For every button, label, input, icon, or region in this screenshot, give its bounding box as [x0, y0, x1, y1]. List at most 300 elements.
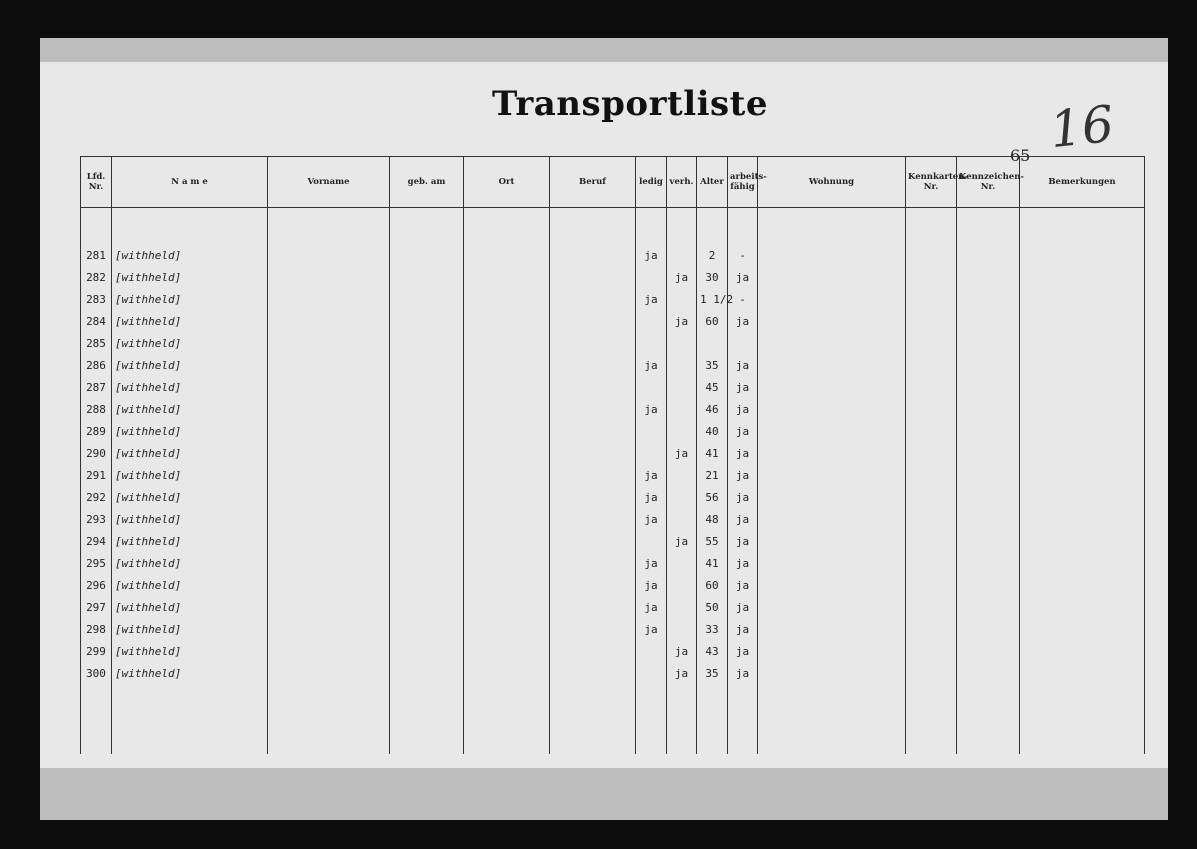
- cell-withheld: [withheld]: [112, 288, 268, 310]
- cell-blank: [1020, 266, 1145, 288]
- cell-blank: [268, 266, 390, 288]
- cell-blank: [268, 662, 390, 684]
- cell-blank: [957, 354, 1020, 376]
- cell-blank: [1020, 420, 1145, 442]
- cell-fahig: ja: [728, 574, 758, 596]
- cell-fahig: ja: [728, 596, 758, 618]
- cell-blank: [464, 662, 550, 684]
- table-row: [81, 552, 1145, 574]
- cell-fahig: ja: [728, 618, 758, 640]
- cell-blank: [268, 486, 390, 508]
- cell-alter: 1 1/2: [697, 288, 728, 310]
- cell-blank: [906, 618, 957, 640]
- cell-withheld: [withheld]: [112, 508, 268, 530]
- cell-blank: [268, 244, 390, 266]
- cell-withheld: [withheld]: [112, 464, 268, 486]
- cell-alter: 35: [697, 662, 728, 684]
- cell-blank: [390, 332, 464, 354]
- cell-blank: [268, 508, 390, 530]
- cell-nr: 289: [81, 420, 112, 442]
- cell-blank: [957, 552, 1020, 574]
- cell-blank: [758, 442, 906, 464]
- cell-blank: [268, 354, 390, 376]
- cell-ledig: ja: [636, 288, 667, 310]
- cell-withheld: [withheld]: [112, 574, 268, 596]
- cell-fahig: [728, 332, 758, 354]
- cell-blank: [390, 398, 464, 420]
- header-cell: Lfd. Nr.: [81, 157, 112, 208]
- cell-blank: [390, 244, 464, 266]
- cell-blank: [1020, 662, 1145, 684]
- cell-alter: 48: [697, 508, 728, 530]
- cell-blank: [390, 486, 464, 508]
- cell-ledig: ja: [636, 596, 667, 618]
- cell-blank: [81, 684, 112, 754]
- cell-blank: [957, 662, 1020, 684]
- cell-blank: [390, 684, 464, 754]
- cell-blank: [268, 310, 390, 332]
- cell-blank: [906, 464, 957, 486]
- cell-blank: [697, 684, 728, 754]
- cell-blank: [550, 244, 636, 266]
- cell-ledig: ja: [636, 244, 667, 266]
- cell-fahig: ja: [728, 486, 758, 508]
- cell-nr: 294: [81, 530, 112, 552]
- cell-blank: [758, 354, 906, 376]
- cell-blank: [464, 618, 550, 640]
- cell-blank: [1020, 596, 1145, 618]
- table-row: [81, 310, 1145, 332]
- cell-verh: [667, 618, 697, 640]
- cell-blank: [464, 596, 550, 618]
- cell-nr: 299: [81, 640, 112, 662]
- table-row: [81, 596, 1145, 618]
- header-cell: Wohnung: [758, 157, 906, 208]
- cell-blank: [390, 574, 464, 596]
- paper-bottom-edge: [40, 768, 1168, 820]
- cell-blank: [390, 662, 464, 684]
- cell-blank: [268, 442, 390, 464]
- cell-nr: 290: [81, 442, 112, 464]
- cell-blank: [906, 662, 957, 684]
- cell-fahig: ja: [728, 398, 758, 420]
- cell-withheld: [withheld]: [112, 244, 268, 266]
- cell-blank: [906, 486, 957, 508]
- cell-alter: 41: [697, 552, 728, 574]
- cell-blank: [268, 398, 390, 420]
- cell-ledig: ja: [636, 508, 667, 530]
- page-number: 65: [1010, 146, 1031, 165]
- cell-blank: [957, 420, 1020, 442]
- cell-fahig: ja: [728, 266, 758, 288]
- table-row: [81, 266, 1145, 288]
- cell-blank: [464, 464, 550, 486]
- cell-alter: 41: [697, 442, 728, 464]
- cell-alter: 56: [697, 486, 728, 508]
- cell-verh: [667, 288, 697, 310]
- cell-ledig: [636, 530, 667, 552]
- cell-fahig: ja: [728, 420, 758, 442]
- cell-alter: 45: [697, 376, 728, 398]
- cell-blank: [464, 376, 550, 398]
- table-row: [81, 288, 1145, 310]
- cell-blank: [1020, 618, 1145, 640]
- cell-fahig: ja: [728, 552, 758, 574]
- cell-blank: [758, 420, 906, 442]
- cell-blank: [1020, 442, 1145, 464]
- cell-withheld: [withheld]: [112, 530, 268, 552]
- cell-blank: [268, 684, 390, 754]
- cell-blank: [1020, 464, 1145, 486]
- cell-blank: [667, 684, 697, 754]
- cell-blank: [464, 486, 550, 508]
- spacer-row: [81, 208, 1145, 245]
- cell-blank: [957, 640, 1020, 662]
- cell-blank: [1020, 530, 1145, 552]
- cell-blank: [1020, 552, 1145, 574]
- cell-blank: [550, 574, 636, 596]
- cell-fahig: ja: [728, 464, 758, 486]
- cell-blank: [268, 420, 390, 442]
- cell-verh: [667, 376, 697, 398]
- cell-verh: ja: [667, 310, 697, 332]
- cell-verh: [667, 508, 697, 530]
- cell-withheld: [withheld]: [112, 310, 268, 332]
- cell-fahig: ja: [728, 508, 758, 530]
- table-body: [81, 208, 1145, 755]
- cell-withheld: [withheld]: [112, 596, 268, 618]
- cell-blank: [906, 684, 957, 754]
- transport-table: [80, 156, 1145, 754]
- table-row: [81, 332, 1145, 354]
- cell-blank: [464, 398, 550, 420]
- cell-nr: 284: [81, 310, 112, 332]
- cell-nr: 288: [81, 398, 112, 420]
- cell-nr: 286: [81, 354, 112, 376]
- cell-blank: [906, 420, 957, 442]
- cell-blank: [268, 552, 390, 574]
- cell-blank: [550, 310, 636, 332]
- cell-alter: 2: [697, 244, 728, 266]
- cell-blank: [390, 596, 464, 618]
- header-row: [81, 157, 1145, 208]
- header-cell: Alter: [697, 157, 728, 208]
- cell-nr: 293: [81, 508, 112, 530]
- cell-withheld: [withheld]: [112, 442, 268, 464]
- cell-blank: [1020, 640, 1145, 662]
- cell-blank: [464, 640, 550, 662]
- cell-blank: [1020, 354, 1145, 376]
- table-row: [81, 442, 1145, 464]
- cell-verh: [667, 398, 697, 420]
- cell-blank: [550, 552, 636, 574]
- handwritten-folio: 16: [1047, 94, 1117, 160]
- cell-blank: [758, 464, 906, 486]
- cell-nr: 281: [81, 244, 112, 266]
- cell-alter: 33: [697, 618, 728, 640]
- cell-blank: [906, 442, 957, 464]
- cell-nr: 287: [81, 376, 112, 398]
- cell-ledig: [636, 640, 667, 662]
- cell-blank: [906, 266, 957, 288]
- cell-blank: [390, 618, 464, 640]
- cell-blank: [758, 266, 906, 288]
- cell-blank: [1020, 574, 1145, 596]
- cell-blank: [758, 640, 906, 662]
- cell-blank: [464, 420, 550, 442]
- paper-top-edge: [40, 38, 1168, 62]
- cell-alter: 35: [697, 354, 728, 376]
- cell-blank: [390, 354, 464, 376]
- cell-fahig: ja: [728, 662, 758, 684]
- cell-blank: [1020, 376, 1145, 398]
- cell-blank: [1020, 244, 1145, 266]
- cell-blank: [906, 332, 957, 354]
- cell-blank: [390, 266, 464, 288]
- cell-blank: [464, 552, 550, 574]
- cell-blank: [390, 530, 464, 552]
- cell-withheld: [withheld]: [112, 266, 268, 288]
- cell-blank: [390, 376, 464, 398]
- cell-verh: [667, 420, 697, 442]
- cell-blank: [957, 486, 1020, 508]
- cell-blank: [550, 266, 636, 288]
- cell-blank: [906, 530, 957, 552]
- cell-blank: [464, 310, 550, 332]
- cell-blank: [112, 684, 268, 754]
- cell-blank: [957, 596, 1020, 618]
- cell-withheld: [withheld]: [112, 640, 268, 662]
- cell-blank: [268, 530, 390, 552]
- cell-blank: [758, 684, 906, 754]
- cell-blank: [758, 288, 906, 310]
- header-cell: Vorname: [268, 157, 390, 208]
- cell-blank: [1020, 398, 1145, 420]
- cell-blank: [550, 508, 636, 530]
- cell-blank: [906, 288, 957, 310]
- cell-blank: [268, 332, 390, 354]
- header-cell: Beruf: [550, 157, 636, 208]
- cell-blank: [957, 310, 1020, 332]
- table-row: [81, 420, 1145, 442]
- table-row: [81, 508, 1145, 530]
- cell-blank: [758, 398, 906, 420]
- cell-fahig: ja: [728, 376, 758, 398]
- cell-verh: ja: [667, 530, 697, 552]
- cell-blank: [758, 508, 906, 530]
- table-row: [81, 640, 1145, 662]
- table-row: [81, 662, 1145, 684]
- cell-blank: [550, 398, 636, 420]
- cell-withheld: [withheld]: [112, 354, 268, 376]
- cell-withheld: [withheld]: [112, 552, 268, 574]
- cell-ledig: ja: [636, 618, 667, 640]
- cell-alter: 40: [697, 420, 728, 442]
- cell-alter: [697, 332, 728, 354]
- cell-blank: [906, 244, 957, 266]
- cell-blank: [268, 376, 390, 398]
- cell-blank: [957, 288, 1020, 310]
- cell-blank: [1020, 332, 1145, 354]
- cell-ledig: ja: [636, 486, 667, 508]
- cell-blank: [550, 354, 636, 376]
- cell-verh: ja: [667, 442, 697, 464]
- cell-alter: 46: [697, 398, 728, 420]
- cell-verh: [667, 552, 697, 574]
- cell-blank: [758, 662, 906, 684]
- cell-blank: [906, 376, 957, 398]
- cell-ledig: [636, 442, 667, 464]
- cell-verh: [667, 244, 697, 266]
- cell-blank: [390, 420, 464, 442]
- cell-ledig: [636, 420, 667, 442]
- table-row: [81, 574, 1145, 596]
- cell-blank: [758, 376, 906, 398]
- header-cell: Bemerkungen: [1020, 157, 1145, 208]
- cell-blank: [464, 288, 550, 310]
- cell-nr: 297: [81, 596, 112, 618]
- cell-blank: [906, 398, 957, 420]
- cell-blank: [758, 310, 906, 332]
- cell-blank: [957, 244, 1020, 266]
- cell-blank: [390, 508, 464, 530]
- cell-withheld: [withheld]: [112, 398, 268, 420]
- cell-nr: 300: [81, 662, 112, 684]
- cell-ledig: ja: [636, 552, 667, 574]
- cell-blank: [464, 574, 550, 596]
- cell-blank: [758, 574, 906, 596]
- header-cell: Ort: [464, 157, 550, 208]
- cell-blank: [728, 684, 758, 754]
- cell-alter: 50: [697, 596, 728, 618]
- table-row: [81, 354, 1145, 376]
- cell-blank: [1020, 508, 1145, 530]
- cell-blank: [464, 332, 550, 354]
- cell-blank: [906, 310, 957, 332]
- cell-nr: 298: [81, 618, 112, 640]
- cell-blank: [550, 530, 636, 552]
- cell-blank: [1020, 684, 1145, 754]
- cell-blank: [550, 662, 636, 684]
- cell-blank: [957, 574, 1020, 596]
- cell-blank: [268, 640, 390, 662]
- cell-ledig: [636, 310, 667, 332]
- cell-blank: [390, 640, 464, 662]
- cell-nr: 292: [81, 486, 112, 508]
- cell-blank: [550, 420, 636, 442]
- cell-blank: [268, 464, 390, 486]
- header-cell: N a m e: [112, 157, 268, 208]
- cell-fahig: -: [728, 288, 758, 310]
- header-cell: Kennkarten-Nr.: [906, 157, 957, 208]
- cell-nr: 295: [81, 552, 112, 574]
- cell-blank: [550, 376, 636, 398]
- cell-blank: [906, 640, 957, 662]
- cell-blank: [758, 244, 906, 266]
- cell-blank: [906, 552, 957, 574]
- cell-blank: [550, 618, 636, 640]
- cell-blank: [268, 596, 390, 618]
- cell-ledig: ja: [636, 354, 667, 376]
- cell-blank: [550, 442, 636, 464]
- cell-withheld: [withheld]: [112, 618, 268, 640]
- table-row: [81, 486, 1145, 508]
- cell-blank: [390, 464, 464, 486]
- header-cell: ledig: [636, 157, 667, 208]
- cell-blank: [268, 288, 390, 310]
- cell-withheld: [withheld]: [112, 332, 268, 354]
- cell-blank: [758, 618, 906, 640]
- cell-blank: [758, 486, 906, 508]
- header-cell: verh.: [667, 157, 697, 208]
- cell-blank: [1020, 310, 1145, 332]
- cell-blank: [957, 618, 1020, 640]
- cell-blank: [550, 596, 636, 618]
- cell-blank: [957, 376, 1020, 398]
- table-row: [81, 618, 1145, 640]
- cell-verh: ja: [667, 640, 697, 662]
- cell-ledig: [636, 266, 667, 288]
- cell-nr: 291: [81, 464, 112, 486]
- cell-alter: 60: [697, 574, 728, 596]
- cell-blank: [1020, 288, 1145, 310]
- header-cell: Kennzeichen-Nr.: [957, 157, 1020, 208]
- cell-withheld: [withheld]: [112, 662, 268, 684]
- cell-nr: 282: [81, 266, 112, 288]
- cell-blank: [550, 684, 636, 754]
- cell-verh: ja: [667, 662, 697, 684]
- cell-fahig: ja: [728, 310, 758, 332]
- cell-alter: 21: [697, 464, 728, 486]
- cell-withheld: [withheld]: [112, 376, 268, 398]
- cell-alter: 55: [697, 530, 728, 552]
- header-cell: arbeits-fähig: [728, 157, 758, 208]
- cell-blank: [390, 442, 464, 464]
- cell-blank: [464, 684, 550, 754]
- cell-blank: [957, 684, 1020, 754]
- cell-verh: [667, 574, 697, 596]
- table-row: [81, 464, 1145, 486]
- cell-blank: [1020, 486, 1145, 508]
- tail-row: [81, 684, 1145, 754]
- table-row: [81, 530, 1145, 552]
- cell-ledig: [636, 662, 667, 684]
- cell-nr: 285: [81, 332, 112, 354]
- cell-verh: ja: [667, 266, 697, 288]
- cell-blank: [464, 244, 550, 266]
- cell-ledig: ja: [636, 574, 667, 596]
- cell-blank: [550, 332, 636, 354]
- cell-verh: [667, 486, 697, 508]
- cell-blank: [464, 354, 550, 376]
- cell-verh: [667, 332, 697, 354]
- cell-blank: [464, 266, 550, 288]
- cell-ledig: ja: [636, 398, 667, 420]
- cell-blank: [758, 530, 906, 552]
- table-row: [81, 398, 1145, 420]
- cell-withheld: [withheld]: [112, 486, 268, 508]
- cell-blank: [957, 266, 1020, 288]
- table-row: [81, 376, 1145, 398]
- cell-verh: [667, 354, 697, 376]
- cell-blank: [390, 288, 464, 310]
- cell-blank: [957, 332, 1020, 354]
- cell-blank: [550, 486, 636, 508]
- table-row: [81, 244, 1145, 266]
- cell-blank: [464, 508, 550, 530]
- cell-verh: [667, 464, 697, 486]
- cell-blank: [758, 552, 906, 574]
